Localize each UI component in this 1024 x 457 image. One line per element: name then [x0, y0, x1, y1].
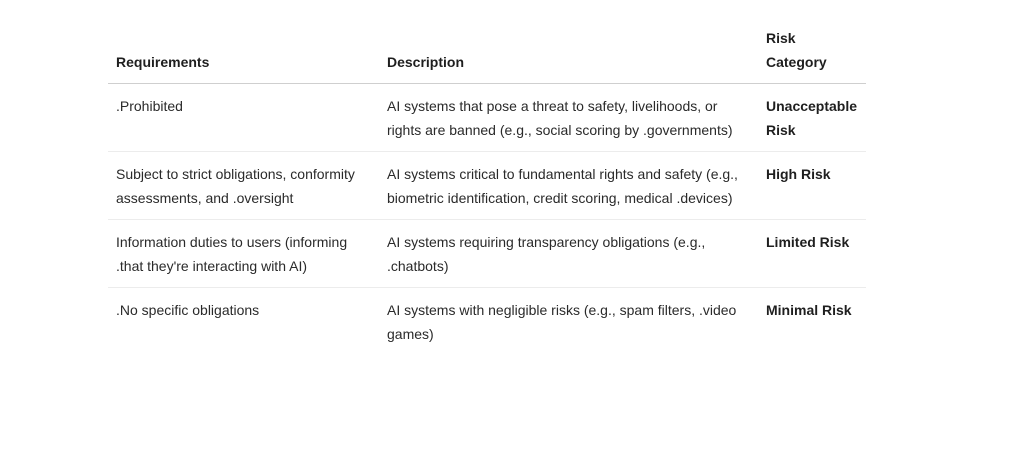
cell-description: AI systems critical to fundamental rights and safety (e.g., biometric identification, credit scoring, medical .devices)	[379, 152, 758, 220]
cell-requirements: .No specific obligations	[116, 302, 260, 318]
table-row	[108, 152, 866, 220]
cell-risk-category: Limited Risk	[758, 220, 866, 288]
cell-description: AI systems requiring transparency obligations (e.g., .chatbots)	[379, 220, 758, 288]
cell-requirements: .Prohibited	[108, 84, 379, 152]
cell-risk-category: Unacceptable Risk	[758, 84, 866, 152]
cell-description: AI systems with negligible risks (e.g., spam filters, .video games)	[387, 302, 737, 342]
table-row	[108, 84, 866, 152]
table-row	[108, 288, 866, 356]
table-header-row	[108, 26, 866, 84]
cell-description: AI systems that pose a threat to safety, livelihoods, or rights are banned (e.g., social scoring by .governments)	[379, 84, 758, 152]
table-row	[108, 220, 866, 288]
risk-table	[108, 26, 866, 355]
header-description: Description	[379, 26, 758, 84]
cell-risk-category: Minimal Risk	[766, 302, 852, 318]
risk-table-container	[108, 26, 866, 355]
cell-risk-category: High Risk	[758, 152, 866, 220]
cell-requirements: Information duties to users (informing .that they're interacting with AI)	[108, 220, 379, 288]
header-requirements: Requirements	[108, 26, 379, 84]
header-risk-category: Risk Category	[758, 26, 866, 84]
cell-requirements: Subject to strict obligations, conformity assessments, and .oversight	[108, 152, 379, 220]
